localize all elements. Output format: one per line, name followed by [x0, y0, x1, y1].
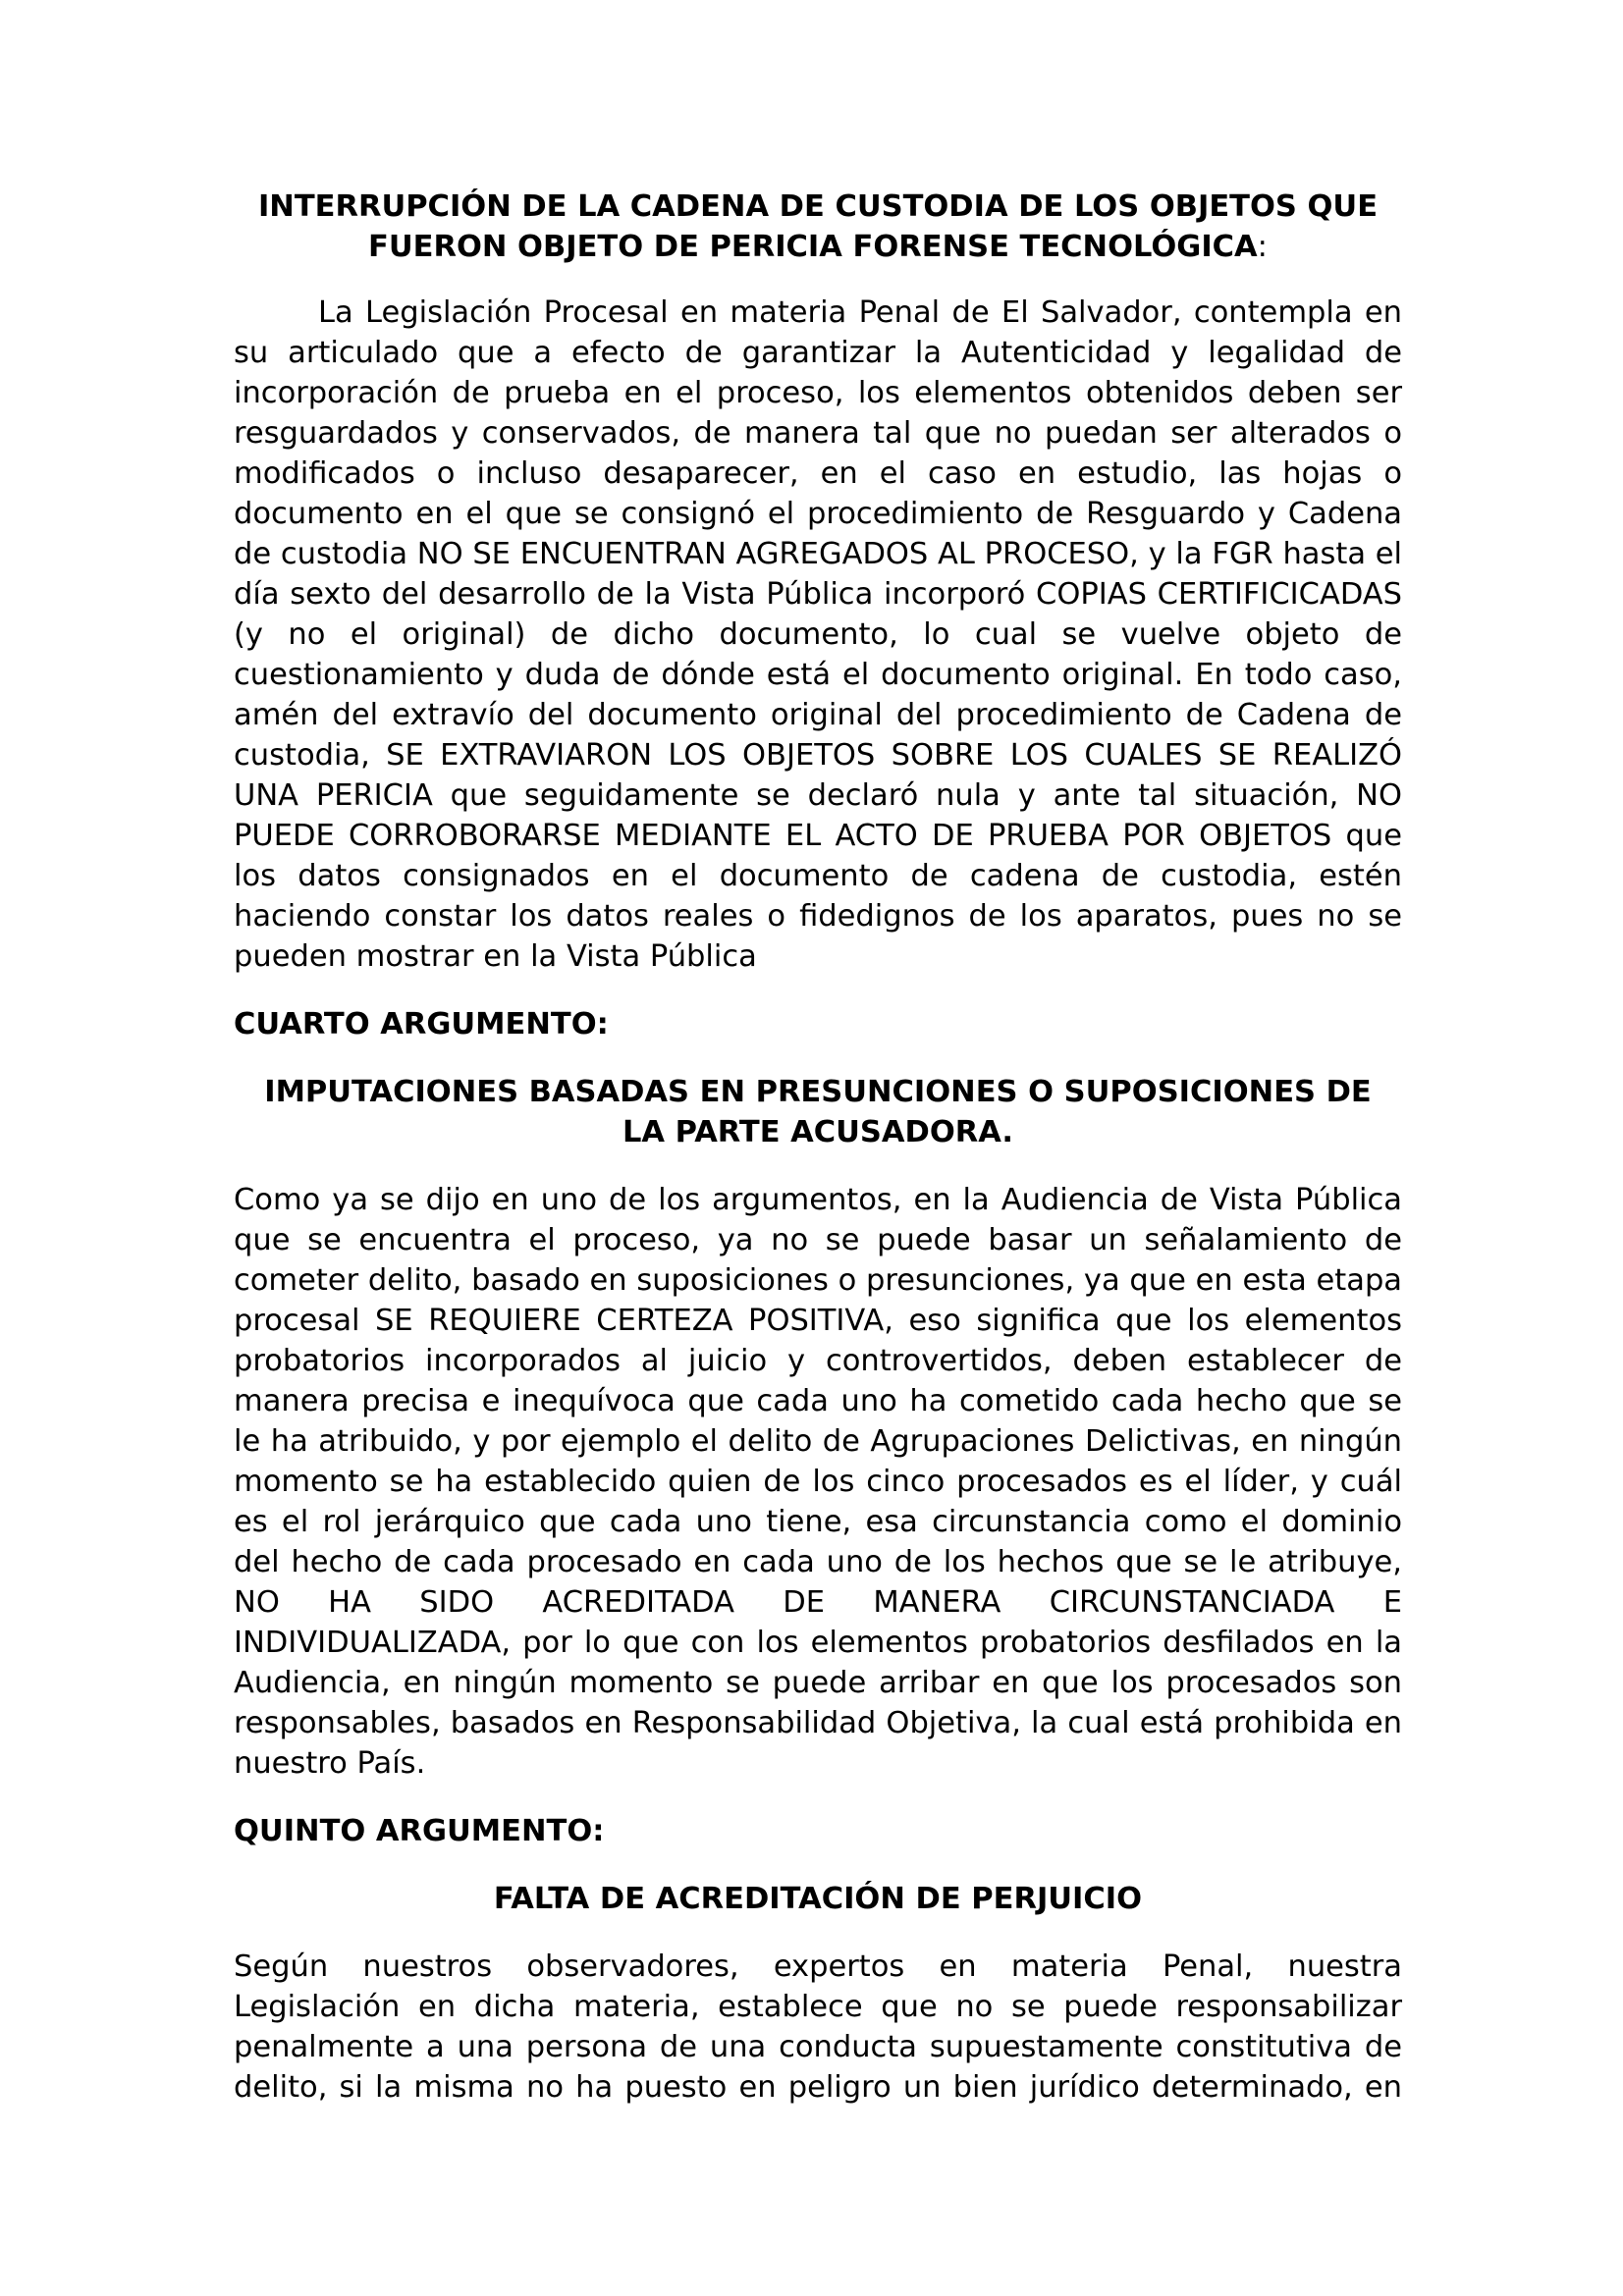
section-title-text: INTERRUPCIÓN DE LA CADENA DE CUSTODIA DE LOS OBJETOS QUE FUERON OBJETO DE PERICIA FORENSE TECNOLÓGICA	[257, 189, 1379, 264]
heading-quinto-argumento: QUINTO ARGUMENTO:	[234, 1814, 605, 1848]
paragraph-cadena-custodia: La Legislación Procesal en materia Penal de El Salvador, contempla en su articulado que a efecto de garantizar la Autenticidad y legalidad de incorporación de prueba en el proceso, los elementos obtenidos deben ser resguardados y conservados, de manera tal que no puedan ser alterados o modificados o incluso desaparecer, en el caso en estudio, las hojas o documento en el que se consignó el procedimiento de Resguardo y Cadena de custodia NO SE ENCUENTRAN AGREGADOS AL PROCESO, y la FGR hasta el día sexto del desarrollo de la Vista Pública incorporó COPIAS CERTIFICICADAS (y no el original) de dicho documento, lo cual se vuelve objeto de cuestionamiento y duda de dónde está el documento original. En todo caso, amén del extravío del documento original del procedimiento de Cadena de custodia, SE EXTRAVIARON LOS OBJETOS SOBRE LOS CUALES SE REALIZÓ UNA PERICIA que seguidamente se declaró nula y ante tal situación, NO PUEDE CORROBORARSE MEDIANTE EL ACTO DE PRUEBA POR OBJETOS que los datos consignados en el documento de cadena de custodia, estén haciendo constar los datos reales o fidedignos de los aparatos, pues no se pueden mostrar en la Vista Pública	[234, 295, 1402, 974]
section-title-cadena-custodia	[234, 187, 1402, 267]
heading-cuarto-argumento: CUARTO ARGUMENTO:	[234, 1007, 609, 1041]
section-title-colon: :	[1257, 230, 1268, 264]
paragraph-imputaciones: Como ya se dijo en uno de los argumentos, en la Audiencia de Vista Pública que se encuentra el proceso, ya no se puede basar un señalamiento de cometer delito, basado en suposiciones o presunciones, ya que en esta etapa procesal SE REQUIERE CERTEZA POSITIVA, eso significa que los elementos probatorios incorporados al juicio y controvertidos, deben establecer de manera precisa e inequívoca que cada uno ha cometido cada hecho que se le ha atribuido, y por ejemplo el delito de Agrupaciones Delictivas, en ningún momento se ha establecido quien de los cinco procesados es el líder, y cuál es el rol jerárquico que cada uno tiene, esa circunstancia como el dominio del hecho de cada procesado en cada uno de los hechos que se le atribuye, NO HA SIDO ACREDITADA DE MANERA CIRCUNSTANCIADA E INDIVIDUALIZADA, por lo que con los elementos probatorios desfilados en la Audiencia, en ningún momento se puede arribar en que los procesados son responsables, basados en Responsabilidad Objetiva, la cual está prohibida en nuestro País.	[234, 1183, 1402, 1781]
document-page	[234, 187, 1402, 2108]
section-title-falta-perjuicio: FALTA DE ACREDITACIÓN DE PERJUICIO	[493, 1882, 1143, 1916]
paragraph-falta-perjuicio: Según nuestros observadores, expertos en materia Penal, nuestra Legislación en dicha materia, establece que no se puede responsabilizar penalmente a una persona de una conducta supuestamente constitutiva de delito, si la misma no ha puesto en peligro un bien jurídico determinado, en	[234, 1949, 1402, 2105]
section-title-imputaciones: IMPUTACIONES BASADAS EN PRESUNCIONES O SUPOSICIONES DE LA PARTE ACUSADORA.	[264, 1075, 1372, 1149]
